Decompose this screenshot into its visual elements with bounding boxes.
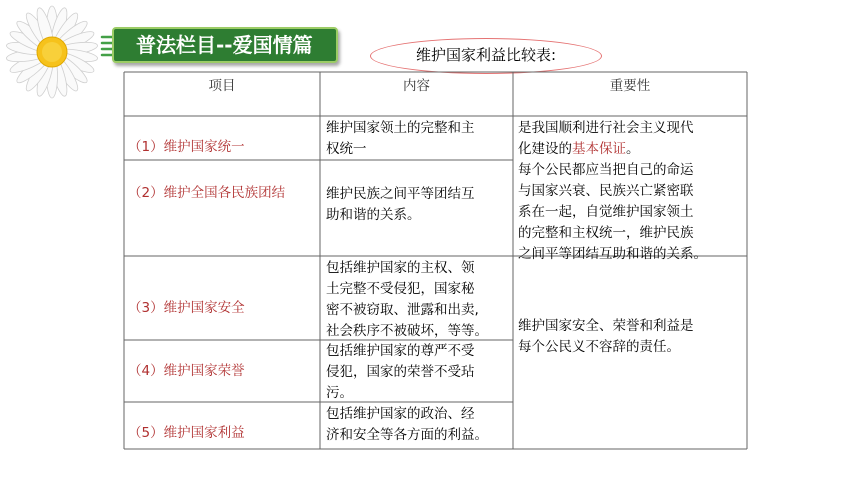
importance-text: 。 xyxy=(626,141,640,157)
table-header-item: 项目 xyxy=(208,78,236,94)
page-title: 普法栏目--爱国情篇 xyxy=(112,27,338,63)
item-label-security: （3）维护国家安全 xyxy=(128,299,245,316)
content-line: 维护民族之间平等团结互 xyxy=(326,186,475,202)
item-label-ethnic-unity: （2）维护全国各民族团结 xyxy=(128,184,286,201)
importance-line: 系在一起，自觉维护国家领土 xyxy=(518,204,694,220)
item-label-honor: （4）维护国家荣誉 xyxy=(128,362,245,379)
content-line: 侵犯，国家的荣誉不受玷 xyxy=(326,364,475,380)
content-line: 助和谐的关系。 xyxy=(326,207,421,223)
table-header-content: 内容 xyxy=(403,78,430,94)
importance-line: 的完整和主权统一，维护民族 xyxy=(518,225,694,241)
key-phrase: 基本保证 xyxy=(572,141,626,157)
content-line: 密不被窃取、泄露和出卖, xyxy=(326,302,479,318)
content-line: 包括维护国家的主权、领 xyxy=(326,260,475,276)
importance-security xyxy=(518,316,746,358)
content-line: 污。 xyxy=(326,385,353,401)
item-content-security xyxy=(326,258,512,342)
item-content-honor xyxy=(326,341,512,404)
importance-text: 化建设的 xyxy=(518,141,572,157)
importance-line: 维护国家安全、荣誉和利益是 xyxy=(518,318,694,334)
content-line: 土完整不受侵犯，国家秘 xyxy=(326,281,475,297)
content-line: 济和安全等各方面的利益。 xyxy=(326,427,488,443)
importance-line: 是我国顺利进行社会主义现代 xyxy=(518,120,694,136)
importance-line: 每个公民义不容辞的责任。 xyxy=(518,339,680,355)
importance-line: 与国家兴衰、民族兴亡紧密联 xyxy=(518,183,694,199)
table-caption: 维护国家利益比较表: xyxy=(370,38,602,74)
table-header-importance: 重要性 xyxy=(609,78,651,94)
content-line: 维护国家领土的完整和主 xyxy=(326,120,475,136)
content-line: 包括维护国家的政治、经 xyxy=(326,406,475,422)
item-content-ethnic-unity xyxy=(326,184,512,226)
content-line: 权统一 xyxy=(326,141,367,157)
content-line: 社会秩序不被破坏，等等。 xyxy=(326,323,488,339)
item-content-interests xyxy=(326,404,512,446)
item-content-unity xyxy=(326,118,512,160)
importance-unity xyxy=(518,118,746,265)
item-label-unity: （1）维护国家统一 xyxy=(128,138,245,155)
item-label-interests: （5）维护国家利益 xyxy=(128,424,245,441)
importance-line: 之间平等团结互助和谐的关系。 xyxy=(518,246,707,262)
daisy-flower-icon xyxy=(4,4,100,100)
importance-line: 每个公民都应当把自己的命运 xyxy=(518,162,694,178)
content-line: 包括维护国家的尊严不受 xyxy=(326,343,475,359)
importance-line xyxy=(518,139,746,160)
